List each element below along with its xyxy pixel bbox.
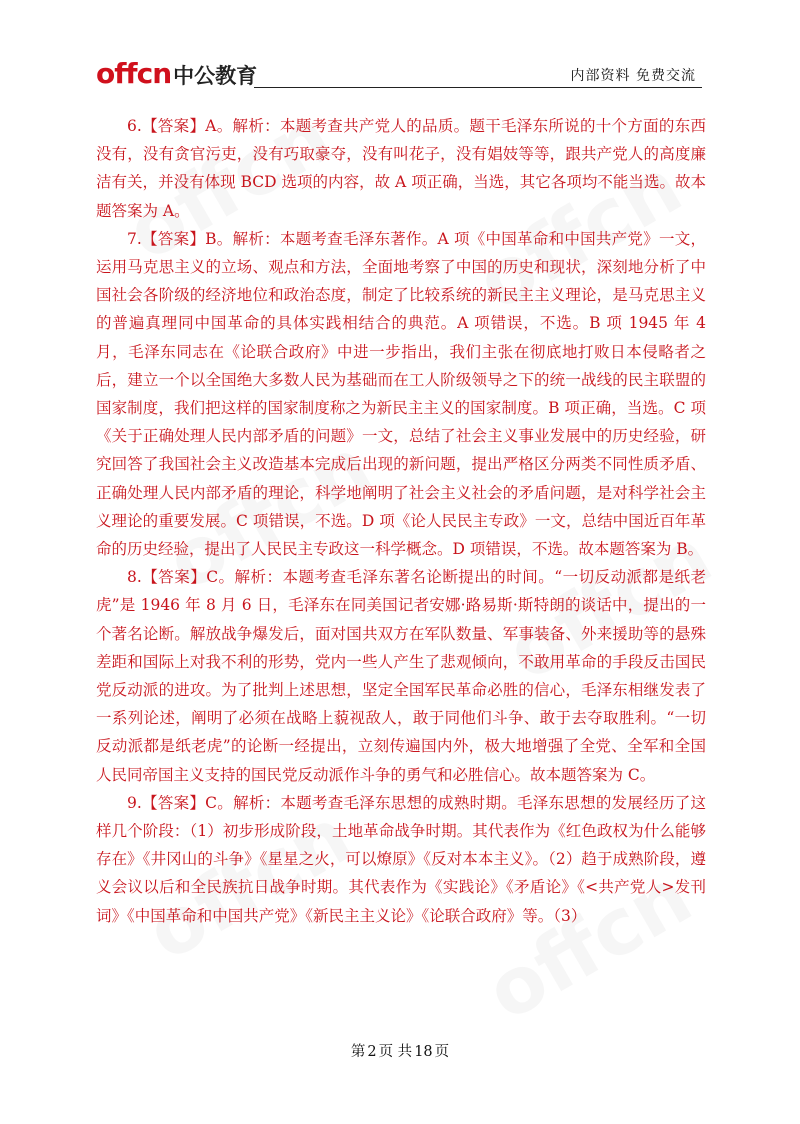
page-header <box>96 56 702 88</box>
page-total: 18 <box>414 1044 433 1060</box>
page-prefix: 第 <box>350 1044 366 1060</box>
page-mid: 页 共 <box>378 1044 413 1060</box>
answer-paragraph-9: 9.【答案】C。解析：本题考查毛泽东思想的成熟时期。毛泽东思想的发展经历了这样几个阶段：（1）初步形成阶段，土地革命战争时期。其代表作为《红色政权为什么能够存在》《井冈山的斗争》《星星之火，可以燎原》《反对本本主义》。（2）趋于成熟阶段，遵义会议以后和全民族抗日战争时期。其代表作为《实践论》《矛盾论》《<共产党人>发刊词》《中国革命和中国共产党》《新民主主义论》《论联合政府》等。（3） <box>96 793 706 925</box>
header-note: 内部资料 免费交流 <box>570 68 696 84</box>
offcn-logo <box>96 56 257 88</box>
logo-text-cn: 中公教育 <box>173 64 258 88</box>
answer-paragraph-7: 7.【答案】B。解析：本题考查毛泽东著作。A 项《中国革命和中国共产党》一文，运用马克思主义的立场、观点和方法，全面地考察了中国的历史和现状，深刻地分析了中国社会各阶级的经济地位和政治态度，制定了比较系统的新民主主义理论，是马克思主义的普遍真理同中国革命的具体实践相结合的典范。A 项错误，不选。B 项 1945 年 4 月，毛泽东同志在《论联合政府》中进一步指出，我们主张在彻底地打败日本侵略者之后，建立一个以全国绝大多数人民为基础而在工人阶级领导之下的统一战线的民主联盟的国家制度，我们把这样的国家制度称之为新民主主义的国家制度。B 项正确，当选。C 项《关于正确处理人民内部矛盾的问题》一文，总结了社会主义事业发展中的历史经验，研究回答了我国社会主义改造基本完成后出现的新问题，提出严格区分两类不同性质矛盾、正确处理人民内部矛盾的理论，科学地阐明了社会主义社会的矛盾问题，是对科学社会主义理论的重要发展。C 项错误，不选。D 项《论人民民主专政》一文，总结中国近百年革命的历史经验，提出了人民民主专政这一科学概念。D 项错误，不选。故本题答案为 B。 <box>96 229 706 559</box>
page-footer <box>0 1040 800 1061</box>
page-suffix: 页 <box>434 1044 450 1060</box>
answer-paragraph-6: 6.【答案】A。解析：本题考查共产党人的品质。题干毛泽东所说的十个方面的东西没有，没有贪官污吏，没有巧取豪夺，没有叫花子，没有娼妓等等，跟共产党人的高度廉洁有关，并没有体现 BCD 选项的内容，故 A 项正确，当选，其它各项均不能当选。故本题答案为 A。 <box>96 117 706 220</box>
header-rule <box>254 87 702 88</box>
answer-explanations <box>96 112 706 930</box>
answer-paragraph-8: 8.【答案】C。解析：本题考查毛泽东著名论断提出的时间。“一切反动派都是纸老虎”是 1946 年 8 月 6 日，毛泽东在同美国记者安娜·路易斯·斯特朗的谈话中，提出的一个著名论断。解放战争爆发后，面对国共双方在军队数量、军事装备、外来援助等的悬殊差距和国际上对我不利的形势，党内一些人产生了悲观倾向，不敢用革命的手段反击国民党反动派的进攻。为了批判上述思想，坚定全国军民革命必胜的信心，毛泽东相继发表了一系列论述，阐明了必须在战略上藐视敌人，敢于同他们斗争、敢于去夺取胜利。“一切反动派都是纸老虎”的论断一经提出，立刻传遍国内外，极大地增强了全党、全军和全国人民同帝国主义支持的国民党反动派作斗争的勇气和必胜信心。故本题答案为 C。 <box>96 568 706 784</box>
logo-text-en: offcn <box>96 57 172 90</box>
page-number: 2 <box>367 1044 377 1060</box>
